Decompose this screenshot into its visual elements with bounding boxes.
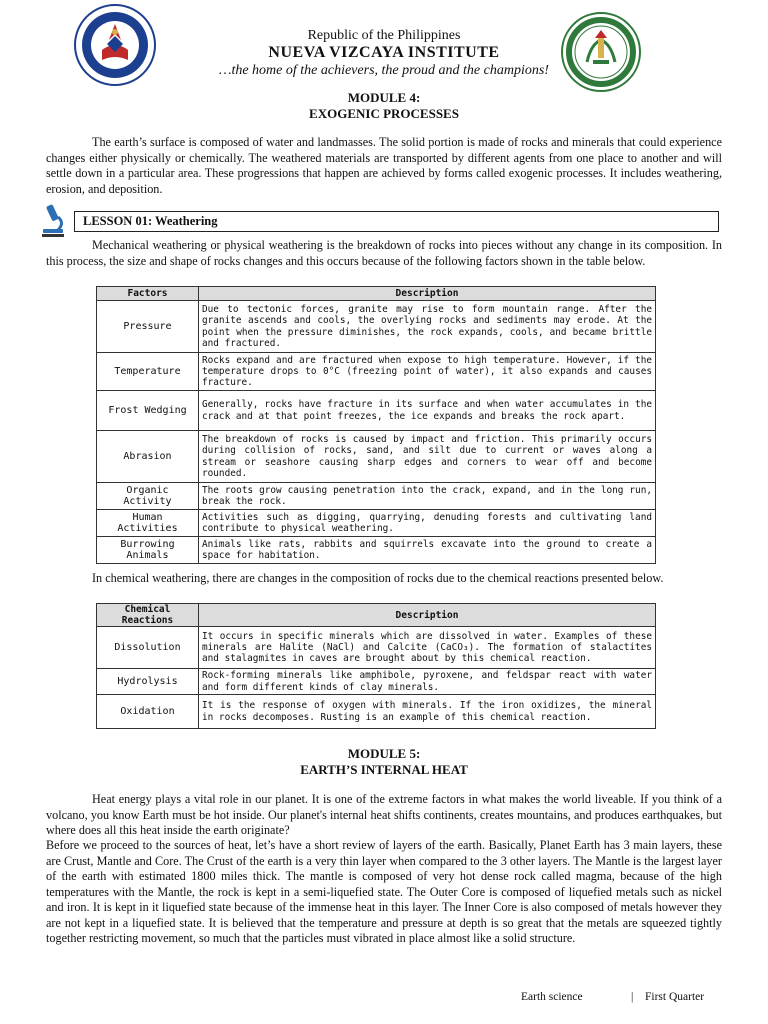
- factor-cell: Pressure: [97, 301, 199, 353]
- description-cell: The roots grow causing penetration into the crack, expand, and in the long run, break the rock.: [199, 483, 656, 510]
- microscope-icon: [38, 203, 68, 239]
- description-cell: Generally, rocks have fracture in its surface and when water accumulates in the crack and at that point freezes, the ice expands and breaks the rock apart.: [199, 391, 656, 431]
- description-cell: Activities such as digging, quarrying, denuding forests and cultivating land contribute to physical weathering.: [199, 510, 656, 537]
- lesson-heading: LESSON 01: Weathering: [74, 211, 719, 232]
- table-header-row: [97, 604, 656, 627]
- table-row: [97, 431, 656, 483]
- table-row: [97, 510, 656, 537]
- module4-intro: The earth’s surface is composed of water and landmasses. The solid portion is made of rocks and minerals that could experience changes either physically or chemically. The weathered materials are transported by different agents from one place to another and will settle down in a particular area. These progressions that happen are achieved by forms called exogenic processes. It includes weathering, erosion, and deposition.: [46, 135, 722, 196]
- reaction-cell: Dissolution: [97, 627, 199, 669]
- mechanical-factors-table: [96, 286, 656, 564]
- module5-title: MODULE 5:: [347, 746, 421, 761]
- factor-cell: Abrasion: [97, 431, 199, 483]
- description-cell: Rocks expand and are fractured when expose to high temperature. However, if the temperature drops to 0°C (freezing point of water), it also expands and causes fracture.: [199, 353, 656, 391]
- module4-subtitle: EXOGENIC PROCESSES: [309, 106, 459, 121]
- factor-cell: Temperature: [97, 353, 199, 391]
- description-cell: It occurs in specific minerals which are dissolved in water. Examples of these minerals are Halite (NaCl) and Calcite (CaCO₃). The formation of stalactites and stalagmites in caves are brought about by this chemical reaction.: [199, 627, 656, 669]
- table-row: [97, 537, 656, 564]
- footer-quarter: First Quarter: [645, 991, 705, 1003]
- table-header-row: [97, 287, 656, 301]
- mechanical-intro: Mechanical weathering or physical weathering is the breakdown of rocks into pieces without any change in its composition. In this process, the size and shape of rocks changes and this occurs because of the following factors shown in the table below.: [46, 238, 722, 268]
- table-row: [97, 695, 656, 729]
- column-header-factors: Factors: [97, 287, 199, 301]
- republic-line: Republic of the Philippines: [307, 28, 461, 43]
- description-cell: Animals like rats, rabbits and squirrels excavate into the ground to create a space for habitation.: [199, 537, 656, 564]
- module5-subtitle: EARTH’S INTERNAL HEAT: [300, 762, 468, 777]
- reaction-cell: Hydrolysis: [97, 669, 199, 695]
- column-header-description: Description: [199, 604, 656, 627]
- factor-cell: Human Activities: [97, 510, 199, 537]
- table-row: [97, 353, 656, 391]
- reaction-cell: Oxidation: [97, 695, 199, 729]
- module5-paragraph-1: Heat energy plays a vital role in our planet. It is one of the extreme factors in what makes the world liveable. If you think of a volcano, you know Earth must be hot inside. Our planet's internal heat shifts continents, creates mountains, and produces earthquakes, but where does all this heat inside the earth originate?: [46, 792, 722, 837]
- description-cell: Due to tectonic forces, granite may rise to form mountain range. After the granite ascends and cools, the overlying rocks and sediments may erode. At the point when the pressure diminishes, the rock expands, cools, and became brittle and fractured.: [199, 301, 656, 353]
- footer-subject: Earth science: [521, 991, 583, 1003]
- chemical-reactions-table: [96, 603, 656, 729]
- chemical-intro: In chemical weathering, there are changes in the composition of rocks due to the chemical reactions presented below.: [92, 571, 664, 585]
- column-header-description: Description: [199, 287, 656, 301]
- table-row: [97, 483, 656, 510]
- description-cell: The breakdown of rocks is caused by impact and friction. This primarily occurs during collision of rocks, sand, and silt due to current or waves along a stream or seashore causing sharp edges and corners to wear off and become rounded.: [199, 431, 656, 483]
- table-row: [97, 627, 656, 669]
- table-row: [97, 301, 656, 353]
- factor-cell: Organic Activity: [97, 483, 199, 510]
- factor-cell: Burrowing Animals: [97, 537, 199, 564]
- description-cell: Rock-forming minerals like amphibole, pyroxene, and feldspar react with water and form different kinds of clay minerals.: [199, 669, 656, 695]
- school-name: NUEVA VIZCAYA INSTITUTE: [268, 44, 500, 61]
- description-cell: It is the response of oxygen with minerals. If the iron oxidizes, the mineral in rocks decomposes. Rusting is an example of this chemical reaction.: [199, 695, 656, 729]
- school-tagline: …the home of the achievers, the proud and the champions!: [219, 63, 549, 78]
- column-header-chemical-reactions: Chemical Reactions: [97, 604, 199, 627]
- module5-paragraph-2: Before we proceed to the sources of heat, let’s have a short review of layers of the earth. Basically, Planet Earth has 3 main layers, these are Crust, Mantle and Core. The Crust of the earth is a very thin layer when compared to the 3 other layers. The Mantle is the largest layer of the earth with estimated 1800 miles thick. The mantle is composed of very hot dense rock called magma, because of the high temperatures with the Mantle, the rock is kept in a semi-liquefied state. The Outer Core is composed of liquefied metals such as nickel and iron. It is kept in it liquefied state because of the immense heat in this layer. The Inner Core is also composed of metals however they are not kept in a liquefied state. It is believed that the temperature and pressure at depth is so great that the metals are squeezed tightly together restricting movement, so much that the particles must vibrated in place almost like a solid structure.: [46, 838, 722, 945]
- factor-cell: Frost Wedging: [97, 391, 199, 431]
- module4-title: MODULE 4:: [347, 90, 421, 105]
- footer-separator: |: [631, 991, 634, 1003]
- table-row: [97, 391, 656, 431]
- table-row: [97, 669, 656, 695]
